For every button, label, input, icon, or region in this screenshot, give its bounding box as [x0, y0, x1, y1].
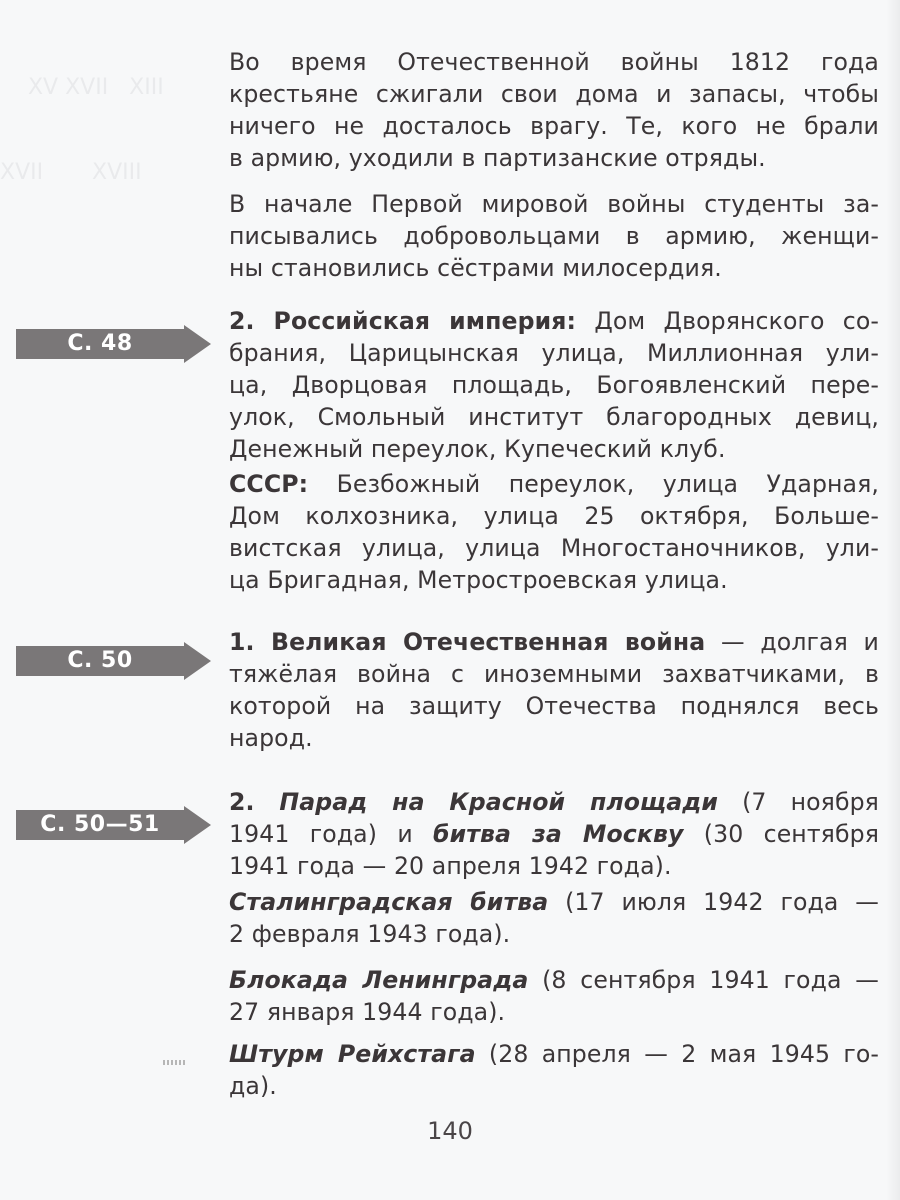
- text-line: ца, Дворцовая площадь, Богоявленский пере-: [229, 371, 879, 399]
- text-line: ничего не досталось врагу. Те, кого не брали: [229, 112, 879, 140]
- event-name: Парад на Красной площади: [279, 788, 719, 816]
- answer-great-patriotic-war: [229, 626, 879, 754]
- text-fragment: 1941 года) и: [229, 820, 434, 848]
- text-line: [229, 818, 879, 850]
- answer-ussr: [229, 468, 879, 596]
- answer-number: 2.: [229, 788, 280, 816]
- text-fragment: — долгая и: [705, 628, 879, 656]
- text-line: крестьяне сжигали свои дома и запасы, чтобы: [229, 80, 879, 108]
- text-line: [229, 626, 879, 658]
- answer-heading: 2. Российская империя:: [229, 307, 577, 335]
- text-line: [229, 1038, 879, 1070]
- text-line: Дом колхозника, улица 25 октября, Больше-: [229, 502, 879, 530]
- text-line: [229, 964, 879, 996]
- text-line: улок, Смольный институт благородных девиц,: [229, 403, 879, 431]
- text-line: вистская улица, улица Многостаночников, ули-: [229, 534, 879, 562]
- text-line: да).: [229, 1072, 277, 1100]
- text-fragment: Безбожный переулок, улица Ударная,: [308, 470, 879, 498]
- page-edge-shadow: [886, 0, 900, 1200]
- text-line: [229, 886, 879, 918]
- intro-paragraph-1812: [229, 46, 879, 174]
- text-fragment: Дом Дворянского со-: [576, 307, 879, 335]
- text-line: писывались добровольцами в армию, женщи-: [229, 222, 879, 250]
- intro-paragraph-wwi: [229, 188, 879, 284]
- text-fragment: (7 ноября: [718, 788, 879, 816]
- text-line: 2 февраля 1943 года).: [229, 920, 511, 948]
- answer-heading: СССР:: [229, 470, 309, 498]
- show-through-text: XVII XVIII: [0, 160, 142, 185]
- text-line: [229, 786, 879, 818]
- page-number: 140: [427, 1117, 473, 1145]
- text-line: [229, 305, 879, 337]
- scan-speck: [163, 1060, 185, 1065]
- text-line: брания, Царицынская улица, Миллионная ули-: [229, 339, 879, 367]
- text-line: народ.: [229, 724, 313, 752]
- text-line: которой на защиту Отечества поднялся весь: [229, 692, 879, 720]
- answer-stalingrad: [229, 886, 879, 950]
- show-through-text: XV XVII XIII: [0, 75, 164, 100]
- answer-battles: [229, 786, 879, 882]
- page-ref-label: С. 48: [67, 331, 133, 356]
- event-name: Сталинградская битва: [229, 888, 549, 916]
- text-line: ца Бригадная, Метростроевская улица.: [229, 566, 728, 594]
- text-line: тяжёлая война с иноземными захватчиками, в: [229, 660, 879, 688]
- text-fragment: (30 сентября: [683, 820, 879, 848]
- text-line: ны становились сёстрами милосердия.: [229, 254, 722, 282]
- answer-russian-empire: [229, 305, 879, 465]
- answer-heading: 1. Великая Отечественная война: [229, 628, 706, 656]
- text-line: в армию, уходили в партизанские отряды.: [229, 144, 766, 172]
- text-fragment: (17 июля 1942 года —: [548, 888, 879, 916]
- page-ref-label: С. 50—51: [40, 812, 160, 837]
- text-line: 27 января 1944 года).: [229, 998, 506, 1026]
- answer-leningrad: [229, 964, 879, 1028]
- text-fragment: (28 апреля — 2 мая 1945 го-: [475, 1040, 879, 1068]
- page-ref-label: С. 50: [67, 648, 133, 673]
- text-line: 1941 года — 20 апреля 1942 года).: [229, 852, 672, 880]
- event-name: битва за Москву: [433, 820, 684, 848]
- text-line: В начале Первой мировой войны студенты за-: [229, 190, 879, 218]
- text-line: Во время Отечественной войны 1812 года: [229, 48, 879, 76]
- text-line: Денежный переулок, Купеческий клуб.: [229, 435, 726, 463]
- text-line: [229, 468, 879, 500]
- answer-reichstag: [229, 1038, 879, 1102]
- event-name: Штурм Рейхстага: [229, 1040, 476, 1068]
- event-name: Блокада Ленинграда: [229, 966, 529, 994]
- text-fragment: (8 сентября 1941 года —: [528, 966, 879, 994]
